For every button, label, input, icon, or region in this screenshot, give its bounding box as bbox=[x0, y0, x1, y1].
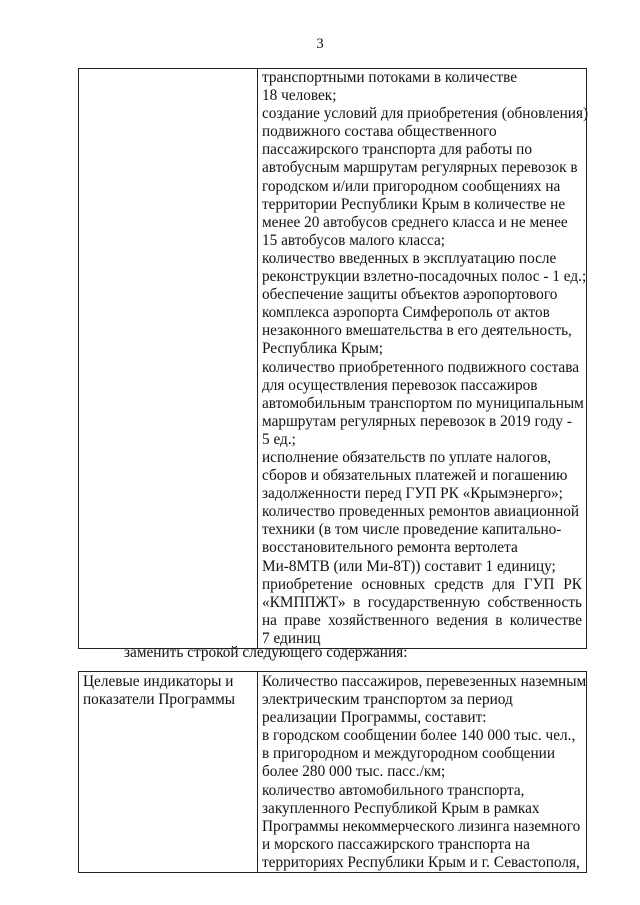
text-line: территориях Республики Крым и г. Севастополя, bbox=[262, 853, 580, 871]
text-line: в городском сообщении более 140 000 тыс. чел., bbox=[262, 727, 576, 745]
text-line: и морского пассажирского транспорта на bbox=[262, 835, 530, 853]
text-line: приобретение основных средств для ГУП РК bbox=[262, 575, 582, 593]
text-line: на праве хозяйственного ведения в количестве bbox=[262, 611, 582, 629]
text-line: реализации Программы, составит: bbox=[262, 709, 487, 727]
table-cell-content bbox=[258, 69, 587, 649]
table-cell-label bbox=[79, 69, 258, 649]
text-line: незаконного вмешательства в его деятельность, bbox=[262, 322, 572, 340]
text-line: закупленного Республикой Крым в рамках bbox=[262, 799, 540, 817]
text-line: комплекса аэропорта Симферополь от актов bbox=[262, 304, 550, 322]
text-line: 5 ед.; bbox=[262, 430, 296, 448]
text-line: обеспечение защиты объектов аэропортового bbox=[262, 286, 558, 304]
text-line: Целевые индикаторы и bbox=[83, 673, 234, 690]
text-line: количество приобретенного подвижного состава bbox=[262, 358, 580, 376]
table-row bbox=[79, 672, 587, 873]
text-line: территории Республики Крым в количестве не bbox=[262, 195, 566, 213]
text-line: маршрутам регулярных перевозок в 2019 году - bbox=[262, 412, 572, 430]
text-line: восстановительного ремонта вертолета bbox=[262, 539, 518, 557]
text-line: «КМППЖТ» в государственную собственность bbox=[262, 593, 582, 611]
text-line: автомобильным транспортом по муниципальным bbox=[262, 394, 584, 412]
text-line: Количество пассажиров, перевезенных наземным bbox=[262, 673, 587, 690]
text-line: городском и/или пригородном сообщениях на bbox=[262, 177, 561, 195]
text-line: в пригородном и междугородном сообщении bbox=[262, 745, 556, 763]
text-line: более 280 000 тыс. пасс./км; bbox=[262, 763, 446, 781]
text-line: создание условий для приобретения (обновления) bbox=[262, 105, 589, 123]
page-number: 3 bbox=[316, 36, 324, 52]
text-line: Программы некоммерческого лизинга наземного bbox=[262, 817, 581, 835]
replacement-instruction: заменить строкой следующего содержания: bbox=[124, 644, 408, 661]
text-line: пассажирского транспорта для работы по bbox=[262, 141, 533, 159]
text-line: задолженности перед ГУП РК «Крымэнерго»; bbox=[262, 485, 563, 503]
text-line: электрическим транспортом за период bbox=[262, 691, 513, 709]
text-line: автобусным маршрутам регулярных перевозок в bbox=[262, 159, 578, 177]
text-line: исполнение обязательств по уплате налогов, bbox=[262, 448, 552, 466]
text-line: показатели Программы bbox=[83, 691, 236, 709]
text-line: 15 автобусов малого класса; bbox=[262, 231, 446, 249]
text-line: транспортными потоками в количестве bbox=[262, 69, 518, 86]
text-line: Республика Крым; bbox=[262, 340, 383, 358]
text-line: подвижного состава общественного bbox=[262, 123, 497, 141]
indicators-table-new bbox=[78, 671, 587, 873]
text-line: техники (в том числе проведение капитально- bbox=[262, 521, 562, 539]
text-line: менее 20 автобусов среднего класса и не менее bbox=[262, 213, 568, 231]
table-row bbox=[79, 69, 587, 649]
text-line: количество введенных в эксплуатацию после bbox=[262, 249, 557, 267]
table-cell-content bbox=[258, 672, 587, 873]
indicators-table-old bbox=[78, 68, 587, 649]
text-line: количество проведенных ремонтов авиационной bbox=[262, 503, 580, 521]
text-line: количество автомобильного транспорта, bbox=[262, 781, 525, 799]
text-line: 7 единиц bbox=[262, 629, 321, 647]
text-line: 18 человек; bbox=[262, 87, 337, 105]
text-line: сборов и обязательных платежей и погашению bbox=[262, 467, 568, 485]
indicators-table-new-viewport bbox=[78, 671, 587, 905]
text-line: реконструкции взлетно-посадочных полос - 1 ед.; bbox=[262, 268, 587, 286]
table-cell-label bbox=[79, 672, 258, 873]
text-line: для осуществления перевозок пассажиров bbox=[262, 376, 538, 394]
text-line: Ми-8МТВ (или Ми-8Т)) составит 1 единицу; bbox=[262, 557, 556, 575]
